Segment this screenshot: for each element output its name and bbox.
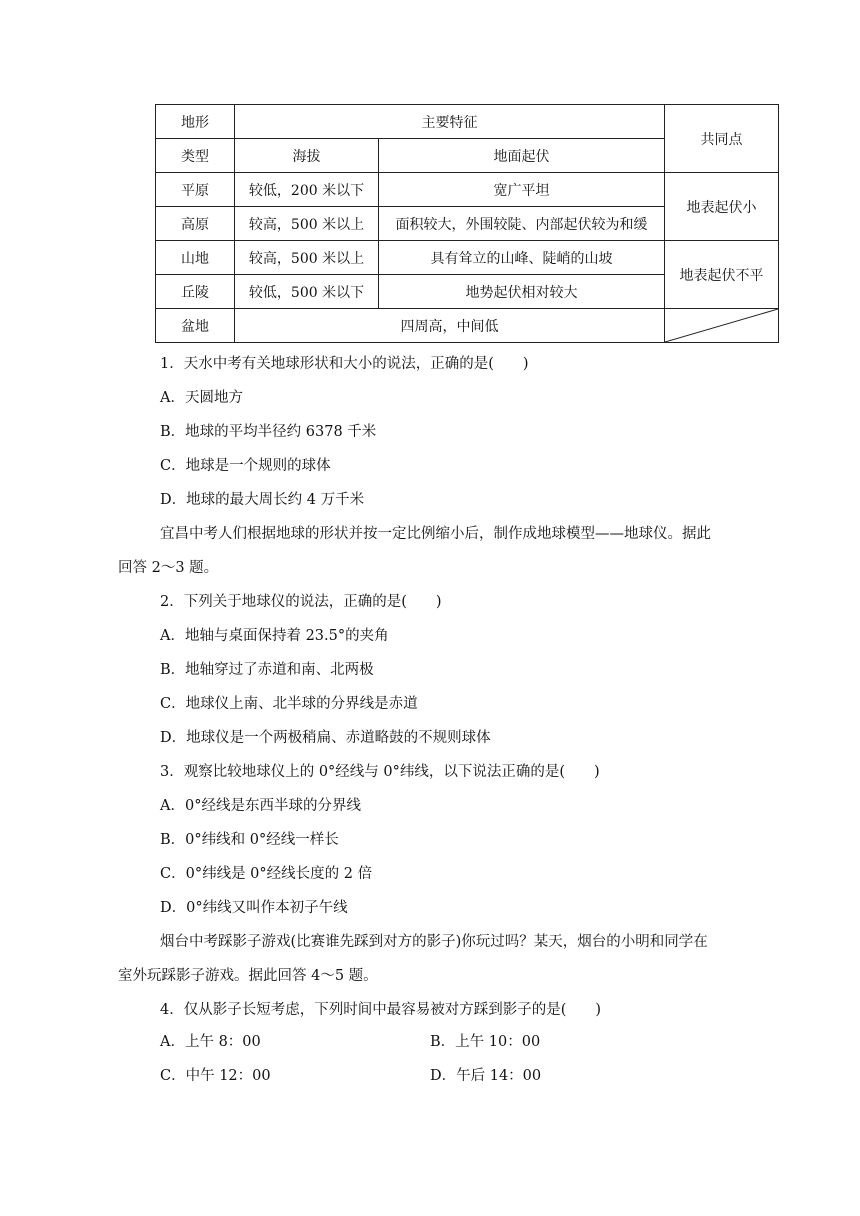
diagonal-empty-cell xyxy=(665,309,779,343)
cell-type: 高原 xyxy=(156,207,235,241)
cell-type: 平原 xyxy=(156,173,235,207)
question-4-option-c: C．中午 12：00 xyxy=(160,1068,271,1084)
question-1-stem: 1．天水中考有关地球形状和大小的说法，正确的是( ) xyxy=(160,356,529,372)
cell-desc: 四周高，中间低 xyxy=(235,309,665,343)
question-1-option-b: B．地球的平均半径约 6378 千米 xyxy=(160,424,377,440)
table-row xyxy=(156,173,779,207)
question-2-option-d: D．地球仪是一个两极稍扁、赤道略鼓的不规则球体 xyxy=(160,730,491,746)
cell-type: 山地 xyxy=(156,241,235,275)
question-1-option-c: C．地球是一个规则的球体 xyxy=(160,458,331,474)
cell-common-2: 地表起伏不平 xyxy=(665,241,779,309)
header-altitude: 海拔 xyxy=(235,139,379,173)
question-3-option-b: B．0°纬线和 0°经线一样长 xyxy=(160,832,339,848)
cell-altitude: 较低，200 米以下 xyxy=(235,173,379,207)
cell-relief: 面积较大，外围较陡、内部起伏较为和缓 xyxy=(379,207,665,241)
question-2-option-c: C．地球仪上南、北半球的分界线是赤道 xyxy=(160,696,418,712)
cell-relief: 地势起伏相对较大 xyxy=(379,275,665,309)
table-header-row xyxy=(156,105,779,139)
table-row xyxy=(156,241,779,275)
question-3-stem: 3．观察比较地球仪上的 0°经线与 0°纬线，以下说法正确的是( ) xyxy=(160,764,600,780)
cell-altitude: 较高，500 米以上 xyxy=(235,241,379,275)
passage-1-line-2: 回答 2～3 题。 xyxy=(118,560,219,576)
question-4-option-b: B．上午 10：00 xyxy=(430,1034,541,1050)
passage-2-line-2: 室外玩踩影子游戏。据此回答 4～5 题。 xyxy=(118,968,378,984)
question-2-option-a: A．地轴与桌面保持着 23.5°的夹角 xyxy=(160,628,389,644)
passage-2-line-1: 烟台中考踩影子游戏(比赛谁先踩到对方的影子)你玩过吗？某天，烟台的小明和同学在 xyxy=(160,934,708,950)
question-1-option-d: D．地球的最大周长约 4 万千米 xyxy=(160,492,365,508)
header-type-1: 地形 xyxy=(156,105,235,139)
question-1-option-a: A．天圆地方 xyxy=(160,390,243,406)
cell-altitude: 较低，500 米以下 xyxy=(235,275,379,309)
cell-altitude: 较高，500 米以上 xyxy=(235,207,379,241)
cell-common-1: 地表起伏小 xyxy=(665,173,779,241)
header-relief: 地面起伏 xyxy=(379,139,665,173)
question-2-option-b: B．地轴穿过了赤道和南、北两极 xyxy=(160,662,374,678)
question-3-option-c: C．0°纬线是 0°经线长度的 2 倍 xyxy=(160,866,373,882)
table-row xyxy=(156,309,779,343)
cell-type: 盆地 xyxy=(156,309,235,343)
question-4-stem: 4．仅从影子长短考虑，下列时间中最容易被对方踩到影子的是( ) xyxy=(160,1002,602,1018)
cell-relief: 宽广平坦 xyxy=(379,173,665,207)
header-type-2: 类型 xyxy=(156,139,235,173)
cell-relief: 具有耸立的山峰、陡峭的山坡 xyxy=(379,241,665,275)
question-3-option-d: D．0°纬线又叫作本初子午线 xyxy=(160,900,348,916)
passage-1-line-1: 宜昌中考人们根据地球的形状并按一定比例缩小后，制作成地球模型——地球仪。据此 xyxy=(160,526,711,542)
cell-type: 丘陵 xyxy=(156,275,235,309)
terrain-table xyxy=(155,104,779,343)
question-2-stem: 2．下列关于地球仪的说法，正确的是( ) xyxy=(160,594,442,610)
question-3-option-a: A．0°经线是东西半球的分界线 xyxy=(160,798,361,814)
diagonal-line xyxy=(665,309,778,342)
header-common: 共同点 xyxy=(665,105,779,173)
question-4-option-a: A．上午 8：00 xyxy=(160,1034,261,1050)
header-main-features: 主要特征 xyxy=(235,105,665,139)
question-4-option-d: D．午后 14：00 xyxy=(430,1068,542,1084)
